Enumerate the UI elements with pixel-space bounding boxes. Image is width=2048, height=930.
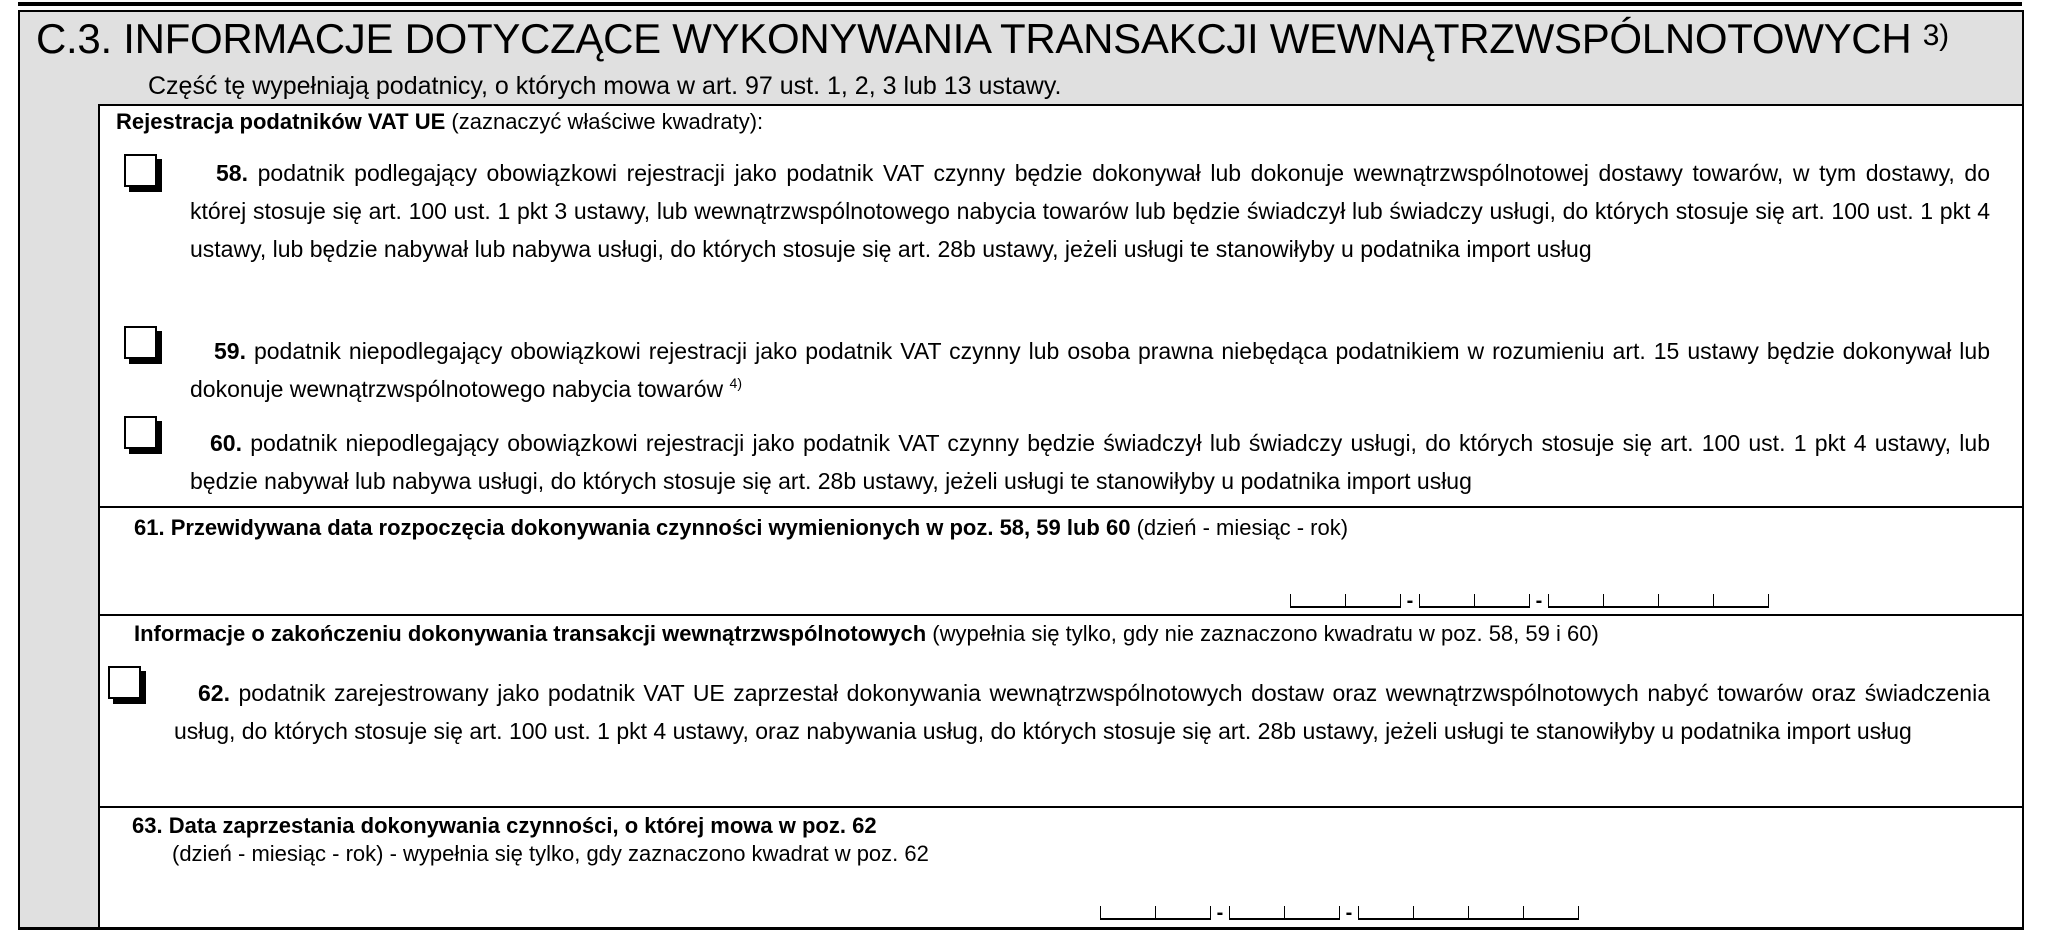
divider bbox=[100, 806, 2022, 808]
start-date-month[interactable] bbox=[1419, 594, 1530, 608]
item-59 bbox=[190, 332, 1990, 411]
registration-heading-text: Rejestracja podatników VAT UE bbox=[116, 109, 446, 134]
end-date-year[interactable] bbox=[1358, 906, 1579, 920]
section-subtitle: Część tę wypełniają podatnicy, o których mowa w art. 97 ust. 1, 2, 3 lub 13 ustawy. bbox=[148, 72, 1062, 100]
end-info-hint: (wypełnia się tylko, gdy nie zaznaczono kwadratu w poz. 58, 59 i 60) bbox=[932, 621, 1599, 646]
item-60-text: podatnik niepodlegający obowiązkowi rejestracji jako podatnik VAT czynny będzie świadczył lub świadczy usługi, do których stosuje się art. 100 ust. 1 pkt 4 ustawy, lub będzie nabywał lub nabywa usługi, do których stosuje się art. 28b ustawy, jeżeli usługi te stanowiłyby u podatnika import usług bbox=[190, 430, 1990, 494]
item-60 bbox=[190, 424, 1990, 500]
end-date-input[interactable] bbox=[1100, 902, 1579, 924]
item-62-text: podatnik zarejestrowany jako podatnik VAT UE zaprzestał dokonywania wewnątrzwspólnotowych dostaw oraz wewnątrzwspólnotowych nabyć towarów oraz świadczenia usług, do których stosuje się art. 100 ust. 1 pkt 4 ustawy, oraz nabywania usług, do których stosuje się art. 28b ustawy, jeżeli usługi te stanowiłyby u podatnika import usług bbox=[174, 680, 1991, 744]
top-rule bbox=[18, 2, 2022, 6]
section-code: C.3. bbox=[36, 15, 112, 62]
date-separator: - bbox=[1406, 590, 1414, 612]
item-58-text: podatnik podlegający obowiązkowi rejestracji jako podatnik VAT czynny będzie dokonywał lub dokonuje wewnątrzwspólnotowej dostawy towarów, w tym dostawy, do której stosuje się art. 100 ust. 1 pkt 3 ustawy, lub wewnątrzwspólnotowego nabycia towarów lub będzie świadczył lub świadczy usługi, do których stosuje się art. 100 ust. 1 pkt 4 ustawy, lub będzie nabywał lub nabywa usługi, do których stosuje się art. 28b ustawy, jeżeli usługi te stanowiłyby u podatnika import usług bbox=[190, 160, 1991, 262]
start-date-label-hint: (dzień - miesiąc - rok) bbox=[1136, 515, 1349, 540]
end-date-month[interactable] bbox=[1229, 906, 1340, 920]
start-date-label bbox=[134, 514, 1348, 542]
item-59-text: podatnik niepodlegający obowiązkowi rejestracji jako podatnik VAT czynny lub osoba prawna niebędąca podatnikiem w rozumieniu art. 15 ustawy będzie dokonywał lub dokonuje wewnątrzwspólnotowego nabycia towarów bbox=[190, 338, 1990, 402]
date-separator: - bbox=[1216, 902, 1224, 924]
checkbox-59[interactable] bbox=[124, 326, 157, 359]
date-separator: - bbox=[1345, 902, 1353, 924]
item-59-footnote: 4) bbox=[729, 375, 742, 391]
registration-hint: (zaznaczyć właściwe kwadraty): bbox=[451, 109, 764, 134]
section-footnote: 3) bbox=[1922, 19, 1949, 52]
start-date-year[interactable] bbox=[1548, 594, 1769, 608]
item-59-number: 59. bbox=[214, 338, 246, 364]
end-info-heading bbox=[134, 620, 1599, 648]
checkbox-60[interactable] bbox=[124, 416, 157, 449]
end-date-label: 63. Data zaprzestania dokonywania czynności, o której mowa w poz. 62 bbox=[132, 813, 877, 838]
item-58 bbox=[190, 154, 1990, 268]
start-date-label-bold: 61. Przewidywana data rozpoczęcia dokonywania czynności wymienionych w poz. 58, 59 lub 60 bbox=[134, 515, 1131, 540]
end-date-day[interactable] bbox=[1100, 906, 1211, 920]
form-body bbox=[98, 104, 2022, 927]
item-62 bbox=[174, 674, 1990, 750]
item-62-number: 62. bbox=[198, 680, 230, 706]
item-58-number: 58. bbox=[216, 160, 248, 186]
start-date-day[interactable] bbox=[1290, 594, 1401, 608]
end-info-heading-text: Informacje o zakończeniu dokonywania transakcji wewnątrzwspólnotowych bbox=[134, 621, 927, 646]
registration-heading bbox=[116, 108, 763, 136]
item-60-number: 60. bbox=[210, 430, 242, 456]
section-title-text: INFORMACJE DOTYCZĄCE WYKONYWANIA TRANSAKCJI WEWNĄTRZWSPÓLNOTOWYCH bbox=[123, 15, 1912, 62]
checkbox-62[interactable] bbox=[108, 666, 141, 699]
section-title bbox=[36, 12, 1949, 71]
checkbox-58[interactable] bbox=[124, 154, 157, 187]
divider bbox=[100, 614, 2022, 616]
end-date-hint: (dzień - miesiąc - rok) - wypełnia się tylko, gdy zaznaczono kwadrat w poz. 62 bbox=[172, 841, 929, 866]
start-date-input[interactable] bbox=[1290, 590, 1769, 612]
divider bbox=[100, 506, 2022, 508]
date-separator: - bbox=[1535, 590, 1543, 612]
